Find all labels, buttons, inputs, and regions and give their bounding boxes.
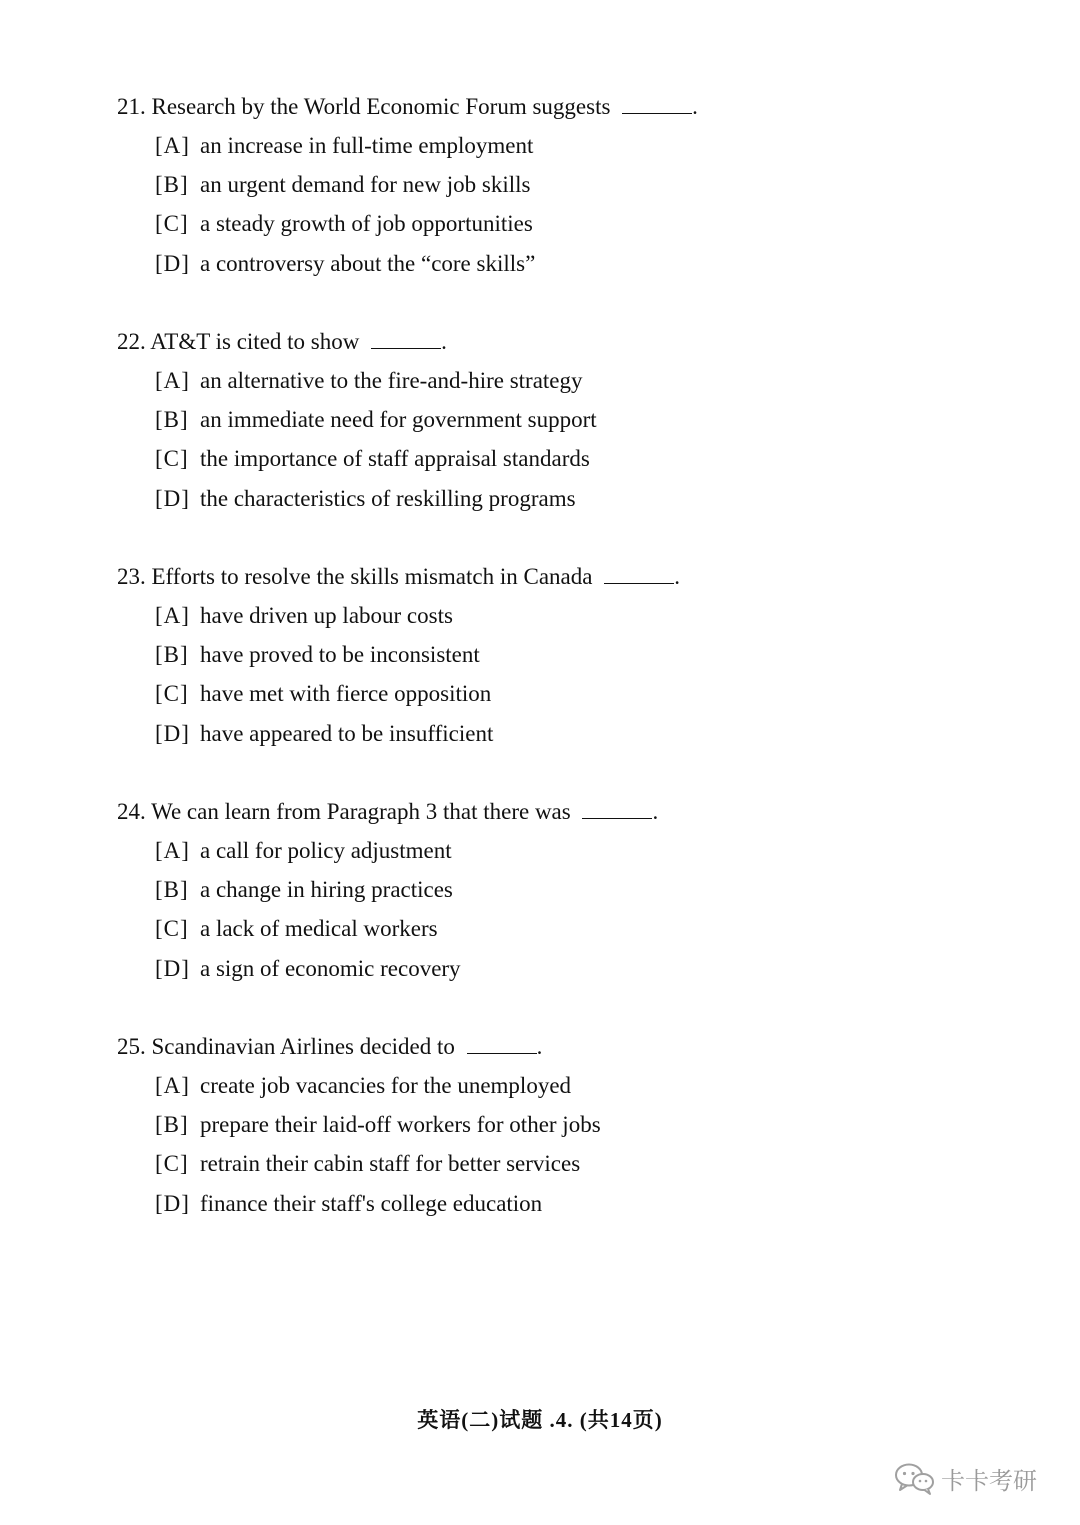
option-d	[117, 714, 977, 753]
option-letter: [D]	[155, 955, 190, 981]
option-letter: [D]	[155, 720, 190, 746]
question-number: 22.	[117, 329, 146, 354]
option-letter: [C]	[155, 916, 189, 942]
option-c	[117, 439, 977, 478]
question-21	[117, 87, 977, 283]
option-text: prepare their laid-off workers for other jobs	[200, 1112, 601, 1138]
option-text: an alternative to the fire-and-hire strategy	[200, 368, 583, 393]
option-text: finance their staff's college education	[200, 1190, 543, 1216]
option-c	[117, 204, 977, 243]
option-c	[117, 1144, 977, 1183]
question-25	[117, 1027, 977, 1223]
answer-blank	[467, 1033, 537, 1054]
wechat-icon	[893, 1460, 935, 1496]
question-number: 24.	[117, 799, 146, 824]
option-letter: [B]	[155, 407, 189, 433]
option-text: an urgent demand for new job skills	[200, 172, 531, 198]
option-c	[117, 909, 977, 948]
option-text: a steady growth of job opportunities	[200, 211, 533, 237]
option-b	[117, 635, 977, 674]
option-letter: [A]	[155, 838, 190, 863]
question-text: We can learn from Paragraph 3 that there was	[151, 799, 571, 824]
question-23	[117, 557, 977, 753]
stem-end: .	[536, 1034, 543, 1059]
option-letter: [B]	[155, 642, 189, 668]
question-number: 23.	[117, 564, 146, 589]
question-24	[117, 792, 977, 988]
option-letter: [D]	[155, 250, 190, 276]
option-text: an immediate need for government support	[200, 407, 597, 433]
option-list	[117, 596, 977, 753]
stem-end: .	[441, 329, 447, 354]
option-letter: [C]	[155, 211, 189, 237]
option-letter: [C]	[155, 681, 189, 707]
option-text: a lack of medical workers	[200, 916, 438, 942]
question-stem	[117, 557, 977, 596]
option-list	[117, 126, 977, 283]
answer-blank	[604, 563, 674, 584]
option-text: create job vacancies for the unemployed	[200, 1073, 572, 1098]
option-letter: [B]	[155, 1112, 189, 1138]
question-text: Scandinavian Airlines decided to	[151, 1034, 455, 1059]
question-stem	[117, 792, 977, 831]
option-text: a call for policy adjustment	[200, 838, 452, 863]
option-text: a sign of economic recovery	[200, 955, 461, 981]
option-text: have appeared to be insufficient	[200, 720, 494, 746]
option-b	[117, 1105, 977, 1144]
option-a	[117, 361, 977, 400]
option-letter: [B]	[155, 877, 189, 903]
option-d	[117, 1184, 977, 1223]
option-c	[117, 674, 977, 713]
option-b	[117, 870, 977, 909]
option-b	[117, 165, 977, 204]
question-number: 25.	[117, 1034, 146, 1059]
answer-blank	[622, 93, 692, 114]
option-b	[117, 400, 977, 439]
stem-end: .	[674, 564, 680, 589]
question-text: Research by the World Economic Forum suggests	[151, 94, 611, 119]
option-letter: [A]	[155, 133, 190, 158]
option-d	[117, 244, 977, 283]
option-letter: [D]	[155, 1190, 190, 1216]
answer-blank	[371, 328, 441, 349]
option-letter: [C]	[155, 446, 189, 472]
option-a	[117, 1066, 977, 1105]
option-text: have met with fierce opposition	[200, 681, 492, 707]
watermark	[893, 1458, 1037, 1498]
option-text: have driven up labour costs	[200, 603, 453, 628]
option-text: an increase in full-time employment	[200, 133, 534, 158]
option-a	[117, 126, 977, 165]
watermark-text: 卡卡考研	[941, 1466, 1037, 1495]
option-text: the importance of staff appraisal standards	[200, 446, 590, 472]
option-text: have proved to be inconsistent	[200, 642, 480, 668]
question-22	[117, 322, 977, 518]
option-letter: [B]	[155, 172, 189, 198]
question-stem	[117, 322, 977, 361]
option-text: retrain their cabin staff for better services	[200, 1151, 581, 1177]
option-letter: [C]	[155, 1151, 189, 1177]
option-a	[117, 831, 977, 870]
question-text: AT&T is cited to show	[150, 329, 360, 354]
question-number: 21.	[117, 94, 146, 119]
option-d	[117, 949, 977, 988]
option-letter: [A]	[155, 368, 190, 393]
question-stem	[117, 1027, 977, 1066]
option-text: a change in hiring practices	[200, 877, 453, 903]
question-stem	[117, 87, 977, 126]
option-letter: [A]	[155, 1073, 190, 1098]
option-letter: [D]	[155, 485, 190, 511]
option-list	[117, 1066, 977, 1223]
stem-end: .	[652, 799, 659, 824]
option-list	[117, 361, 977, 518]
option-a	[117, 596, 977, 635]
option-text: a controversy about the “core skills”	[200, 250, 536, 276]
option-letter: [A]	[155, 603, 190, 628]
stem-end: .	[692, 94, 698, 119]
option-list	[117, 831, 977, 988]
question-text: Efforts to resolve the skills mismatch in Canada	[151, 564, 593, 589]
page-footer: 英语(二)试题 .4. (共14页)	[417, 1408, 663, 1432]
option-text: the characteristics of reskilling programs	[200, 485, 576, 511]
option-d	[117, 479, 977, 518]
answer-blank	[582, 798, 652, 819]
